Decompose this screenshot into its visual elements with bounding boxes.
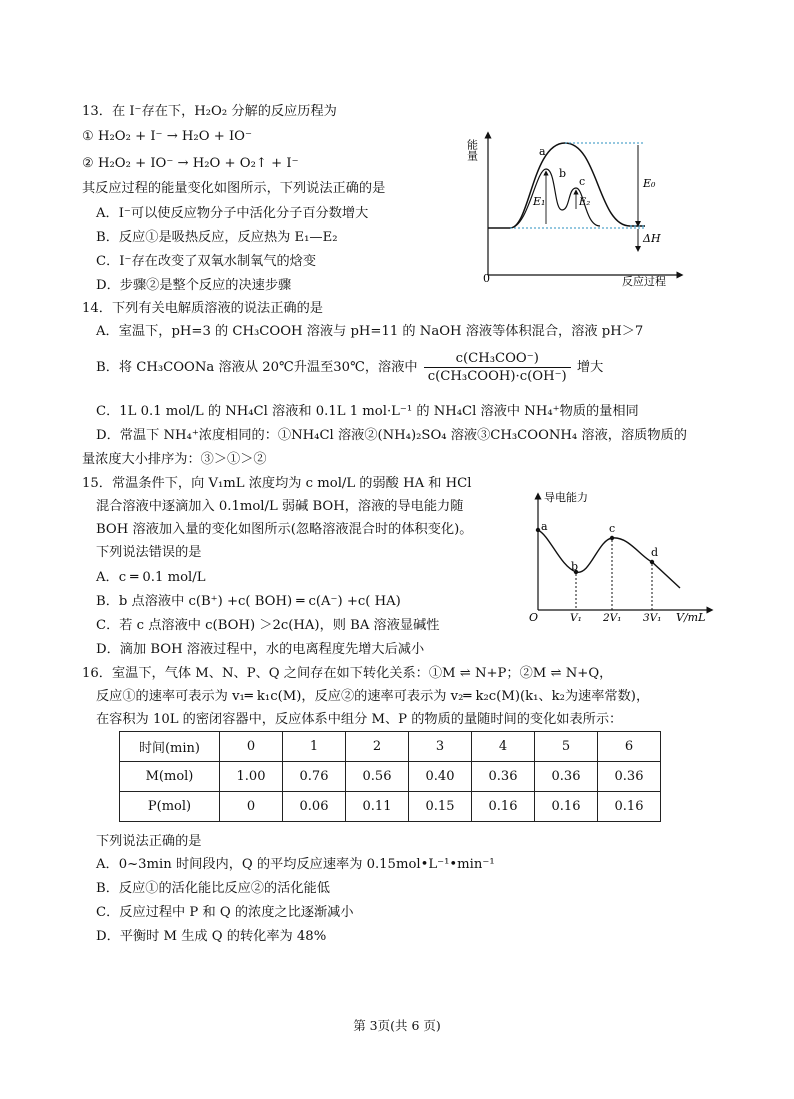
conductivity-label-b: b	[571, 560, 579, 573]
energy-origin: 0	[483, 272, 490, 285]
data-table	[119, 731, 661, 822]
conductivity-x-label: V/mL	[676, 611, 706, 624]
q14-fraction-num: c(CH₃COO⁻)	[424, 350, 571, 368]
table-cell: 0.40	[409, 762, 472, 792]
table-cell: 0.16	[472, 792, 535, 822]
conductivity-label-a: a	[541, 520, 548, 533]
table-cell: 0.16	[598, 792, 661, 822]
energy-y-label: 能量	[465, 139, 479, 161]
q13-option-c: C．I⁻存在改变了双氧水制氧气的焓变	[96, 254, 317, 269]
conductivity-point-c	[610, 536, 614, 540]
header-cell: 时间(min)	[120, 732, 220, 762]
energy-point-c: c	[579, 175, 586, 188]
energy-diagram	[465, 125, 685, 288]
table-cell: 0.36	[535, 762, 598, 792]
header-cell: 3	[409, 732, 472, 762]
q14-option-b-post: 增大	[576, 360, 604, 375]
q13-option-a: A．I⁻可以使反应物分子中活化分子百分数增大	[96, 206, 369, 221]
conductivity-graph	[528, 488, 718, 628]
q15-option-b: B．b 点溶液中 c(B⁺) +c( BOH) ═ c(A⁻) +c( HA)	[96, 594, 401, 609]
header-cell: 1	[283, 732, 346, 762]
q14-fraction-den: c(CH₃COOH)·c(OH⁻)	[427, 369, 567, 384]
uncatalyzed-curve	[488, 143, 645, 228]
table-row	[120, 792, 661, 822]
q15-stem-line3: BOH 溶液加入量的变化如图所示(忽略溶液混合时的体积变化)。	[96, 522, 473, 537]
table-row	[120, 762, 661, 792]
q15-stem-line4: 下列说法错误的是	[96, 545, 202, 560]
q14-stem: 14．下列有关电解质溶液的说法正确的是	[82, 301, 323, 316]
conductivity-y-label: 导电能力	[544, 491, 588, 504]
q13-stem: 13．在 I⁻存在下，H₂O₂ 分解的反应历程为	[82, 104, 337, 119]
energy-label-e1: E₁	[533, 195, 546, 208]
q16-stem-line1: 16．室温下，气体 M、N、P、Q 之间存在如下转化关系：①M ⇌ N+P；②M ⇌ N+Q，	[82, 666, 613, 681]
table-cell: 0.36	[472, 762, 535, 792]
table-header-row	[120, 732, 661, 762]
energy-label-dh: ΔH	[643, 232, 661, 245]
energy-point-a: a	[539, 145, 546, 158]
header-cell: 2	[346, 732, 409, 762]
header-cell: 4	[472, 732, 535, 762]
q14-option-b-pre: B．将 CH₃COONa 溶液从 20℃升温至30℃，溶液中	[96, 360, 418, 375]
tick-2v1: 2V₁	[603, 612, 622, 624]
table-cell: 0.76	[283, 762, 346, 792]
tick-3v1: 3V₁	[643, 612, 662, 624]
q13-reaction-1: ① H₂O₂ + I⁻ → H₂O + IO⁻	[82, 129, 252, 144]
q14-fraction	[424, 350, 571, 385]
q15-option-c: C．若 c 点溶液中 c(BOH) ＞2c(HA)，则 BA 溶液显碱性	[96, 618, 440, 633]
conductivity-label-c: c	[609, 522, 616, 535]
q16-prompt: 下列说法正确的是	[96, 834, 202, 849]
q14-option-c: C．1L 0.1 mol/L 的 NH₄Cl 溶液和 0.1L 1 mol·L⁻¹ 的 NH₄Cl 溶液中 NH₄⁺物质的量相同	[96, 404, 639, 419]
q13-prompt: 其反应过程的能量变化如图所示，下列说法正确的是	[82, 181, 386, 196]
energy-label-e0: E₀	[643, 177, 656, 190]
table-cell: 0.11	[346, 792, 409, 822]
table-cell: 0.15	[409, 792, 472, 822]
energy-point-b: b	[559, 167, 567, 180]
q15-stem-line1: 15．常温条件下，向 V₁mL 浓度均为 c mol/L 的弱酸 HA 和 HCl	[82, 476, 472, 491]
header-cell: 6	[598, 732, 661, 762]
conductivity-curve	[538, 530, 680, 588]
q16-stem-line3: 在容积为 10L 的密闭容器中，反应体系中组分 M、P 的物质的量随时间的变化如表所示：	[96, 712, 623, 727]
conductivity-label-d: d	[651, 546, 659, 559]
energy-x-label: 反应过程	[622, 275, 666, 288]
header-cell: 5	[535, 732, 598, 762]
q16-option-b: B．反应①的活化能比反应②的活化能低	[96, 881, 330, 896]
header-cell: 0	[220, 732, 283, 762]
table-cell: P(mol)	[120, 792, 220, 822]
q16-stem-line2: 反应①的速率可表示为 v₁═ k₁c(M)，反应②的速率可表示为 v₂═ k₂c(M)(k₁、k₂为速率常数)，	[96, 689, 650, 704]
table-cell: M(mol)	[120, 762, 220, 792]
table-cell: 0.06	[283, 792, 346, 822]
table-cell: 0.36	[598, 762, 661, 792]
q16-option-a: A．0~3min 时间段内，Q 的平均反应速率为 0.15mol•L⁻¹•min⁻¹	[96, 857, 495, 872]
page-footer: 第 3页(共 6 页)	[353, 1018, 441, 1033]
tick-v1: V₁	[570, 612, 582, 624]
q15-option-d: D．滴加 BOH 溶液过程中，水的电离程度先增大后减小	[96, 642, 425, 657]
q13-option-b: B．反应①是吸热反应，反应热为 E₁—E₂	[96, 230, 338, 245]
q15-option-a: A．c ═ 0.1 mol/L	[96, 570, 206, 585]
table-cell: 0.56	[346, 762, 409, 792]
table-cell: 0	[220, 792, 283, 822]
energy-label-e2: E₂	[579, 197, 591, 208]
conductivity-point-a	[536, 528, 540, 532]
table-cell: 1.00	[220, 762, 283, 792]
q15-stem-line2: 混合溶液中逐滴加入 0.1mol/L 弱碱 BOH，溶液的导电能力随	[96, 499, 464, 514]
q14-option-a: A．室温下，pH=3 的 CH₃COOH 溶液与 pH=11 的 NaOH 溶液等体积混合，溶液 pH＞7	[96, 324, 644, 339]
q16-option-c: C．反应过程中 P 和 Q 的浓度之比逐渐减小	[96, 905, 354, 920]
q14-option-b	[96, 350, 603, 385]
q14-option-d-line2: 量浓度大小排序为：③＞①＞②	[82, 452, 267, 467]
q14-option-d-line1: D．常温下 NH₄⁺浓度相同的：①NH₄Cl 溶液②(NH₄)₂SO₄ 溶液③CH₃COONH₄ 溶液，溶质物质的	[96, 428, 687, 443]
conductivity-point-d	[650, 560, 654, 564]
table-cell: 0.16	[535, 792, 598, 822]
conductivity-origin: O	[529, 611, 539, 624]
q13-option-d: D．步骤②是整个反应的决速步骤	[96, 278, 292, 293]
q16-option-d: D．平衡时 M 生成 Q 的转化率为 48%	[96, 929, 327, 944]
q13-reaction-2: ② H₂O₂ + IO⁻ → H₂O + O₂↑ + I⁻	[82, 156, 299, 171]
